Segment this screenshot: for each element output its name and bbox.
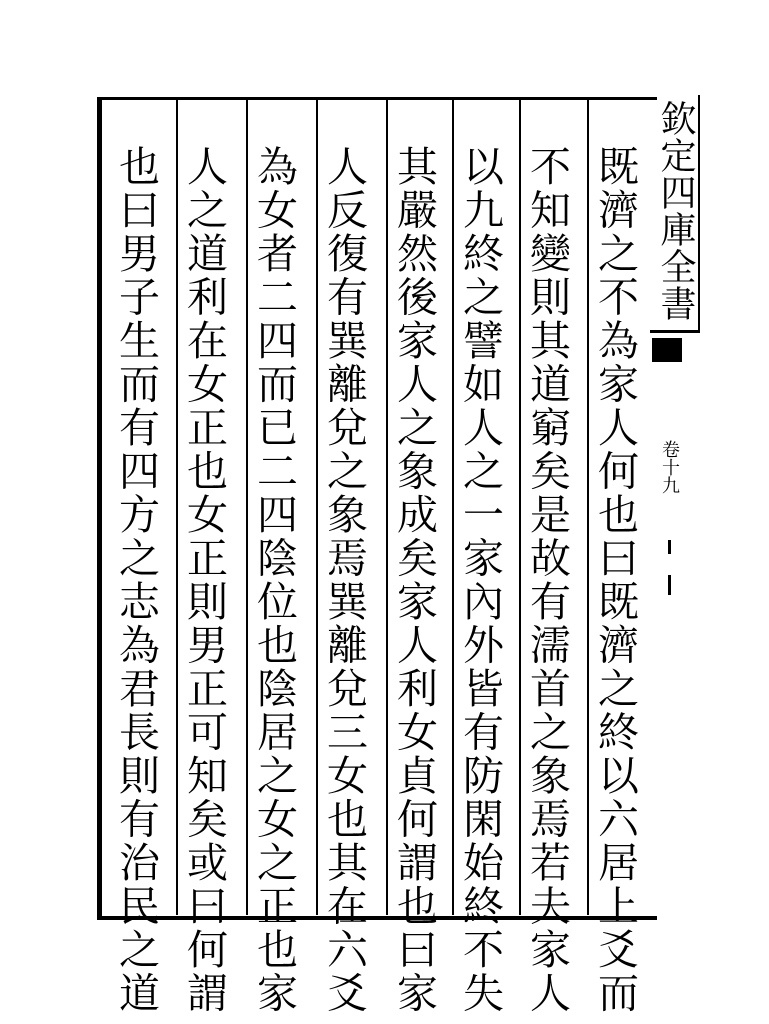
- margin-tick: [668, 540, 671, 554]
- text-column-4: 其嚴然後家人之象成矣家人利女貞何謂也曰家: [390, 145, 438, 1015]
- volume-label: 卷十九: [659, 440, 680, 494]
- fish-tail-mark: [652, 338, 682, 362]
- text-column-1: 既濟之不為家人何也曰既濟之終以六居上爻而: [591, 145, 639, 1015]
- text-column-8: 也曰男子生而有四方之志為君長則有治民之道: [112, 145, 160, 1015]
- text-column-3: 以九終之譬如人之一家內外皆有防閑始終不失: [456, 145, 504, 1015]
- text-column-5: 人反復有巽離兌之象焉巽離兌三女也其在六爻: [320, 145, 368, 1015]
- text-column-2: 不知變則其道窮矣是故有濡首之象焉若夫家人: [523, 145, 571, 1015]
- text-column-7: 人之道利在女正也女正則男正可知矣或曰何謂: [180, 145, 228, 1015]
- text-column-6: 為女者二四而已二四陰位也陰居之女之正也家: [250, 145, 298, 1015]
- margin-tick: [668, 575, 671, 595]
- book-title: 欽定四庫全書: [655, 100, 696, 322]
